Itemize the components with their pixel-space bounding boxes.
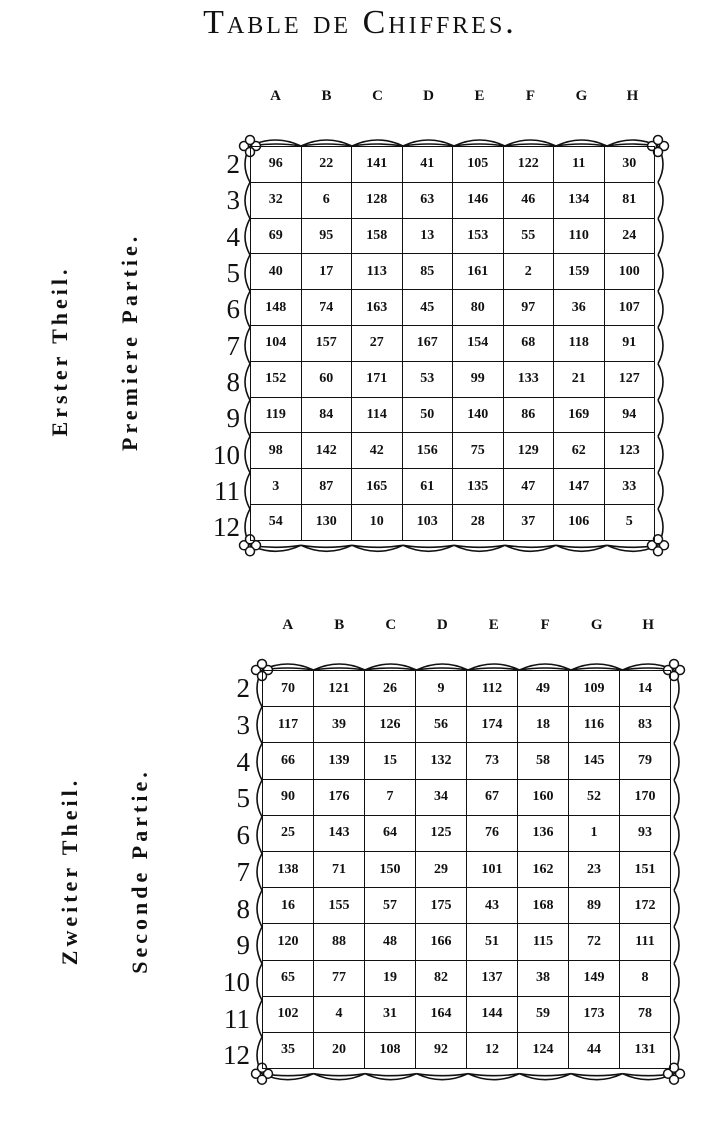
table-cell: 55 bbox=[503, 218, 554, 254]
table-cell: 37 bbox=[503, 504, 554, 540]
column-header: G bbox=[575, 88, 588, 104]
table-cell: 8 bbox=[620, 960, 671, 996]
table-cell: 85 bbox=[402, 254, 453, 290]
row-header: 7 bbox=[226, 330, 240, 361]
table-cell: 38 bbox=[518, 960, 569, 996]
table-cell: 95 bbox=[301, 218, 352, 254]
table-cell: 86 bbox=[503, 397, 554, 433]
table-cell: 112 bbox=[467, 671, 518, 707]
table-cell: 175 bbox=[416, 888, 467, 924]
table-cell: 92 bbox=[416, 1032, 467, 1068]
column-header: C bbox=[372, 88, 383, 104]
table-cell: 18 bbox=[518, 707, 569, 743]
table-cell: 31 bbox=[365, 996, 416, 1032]
table-cell: 157 bbox=[301, 325, 352, 361]
table-cell: 46 bbox=[503, 182, 554, 218]
column-header: F bbox=[525, 88, 536, 104]
table-cell: 172 bbox=[620, 888, 671, 924]
table-cell: 174 bbox=[467, 707, 518, 743]
table-cell: 120 bbox=[263, 924, 314, 960]
table-cell: 26 bbox=[365, 671, 416, 707]
row-header: 9 bbox=[226, 403, 240, 434]
part2-french-title: Seconde Partie. bbox=[127, 768, 152, 974]
table-cell: 19 bbox=[365, 960, 416, 996]
table-cell: 72 bbox=[569, 924, 620, 960]
table-cell: 171 bbox=[352, 361, 403, 397]
part1-french-title: Premiere Partie. bbox=[117, 232, 142, 451]
table-cell: 81 bbox=[604, 182, 655, 218]
table-cell: 2 bbox=[503, 254, 554, 290]
table-cell: 65 bbox=[263, 960, 314, 996]
table-cell: 82 bbox=[416, 960, 467, 996]
table-cell: 121 bbox=[314, 671, 365, 707]
column-header: E bbox=[474, 88, 485, 104]
table-cell: 164 bbox=[416, 996, 467, 1032]
table-cell: 53 bbox=[402, 361, 453, 397]
table-row bbox=[263, 707, 671, 743]
table-cell: 167 bbox=[402, 325, 453, 361]
table-row bbox=[263, 743, 671, 779]
table-cell: 59 bbox=[518, 996, 569, 1032]
table-row bbox=[263, 1032, 671, 1068]
table-cell: 99 bbox=[453, 361, 504, 397]
column-header: D bbox=[423, 88, 434, 104]
table-cell: 74 bbox=[301, 290, 352, 326]
table-cell: 122 bbox=[503, 147, 554, 183]
table-cell: 108 bbox=[365, 1032, 416, 1068]
row-header: 7 bbox=[236, 856, 250, 887]
table-cell: 138 bbox=[263, 851, 314, 887]
column-header: C bbox=[385, 617, 397, 633]
table-cell: 5 bbox=[604, 504, 655, 540]
column-header: G bbox=[590, 617, 603, 633]
table-cell: 90 bbox=[263, 779, 314, 815]
table-cell: 36 bbox=[554, 290, 605, 326]
table-cell: 69 bbox=[251, 218, 302, 254]
table-cell: 10 bbox=[352, 504, 403, 540]
table-cell: 34 bbox=[416, 779, 467, 815]
table-row bbox=[251, 254, 655, 290]
table-cell: 45 bbox=[402, 290, 453, 326]
row-header: 12 bbox=[223, 1040, 250, 1071]
table-cell: 43 bbox=[467, 888, 518, 924]
table-cell: 49 bbox=[518, 671, 569, 707]
table-cell: 12 bbox=[467, 1032, 518, 1068]
table-cell: 115 bbox=[518, 924, 569, 960]
table-cell: 143 bbox=[314, 815, 365, 851]
table-cell: 161 bbox=[453, 254, 504, 290]
table-cell: 137 bbox=[467, 960, 518, 996]
table-cell: 98 bbox=[251, 433, 302, 469]
table-cell: 68 bbox=[503, 325, 554, 361]
table-cell: 27 bbox=[352, 325, 403, 361]
table-cell: 33 bbox=[604, 469, 655, 505]
row-header: 2 bbox=[236, 673, 250, 704]
table-row bbox=[251, 325, 655, 361]
table-cell: 113 bbox=[352, 254, 403, 290]
table-cell: 101 bbox=[467, 851, 518, 887]
table-cell: 29 bbox=[416, 851, 467, 887]
table-cell: 1 bbox=[569, 815, 620, 851]
table-cell: 106 bbox=[554, 504, 605, 540]
table-cell: 54 bbox=[251, 504, 302, 540]
row-header: 3 bbox=[236, 710, 250, 741]
table-cell: 89 bbox=[569, 888, 620, 924]
table-cell: 9 bbox=[416, 671, 467, 707]
table-row bbox=[263, 960, 671, 996]
cipher-table bbox=[262, 670, 671, 1069]
table-cell: 60 bbox=[301, 361, 352, 397]
row-header: 12 bbox=[213, 512, 240, 543]
table-cell: 155 bbox=[314, 888, 365, 924]
table-cell: 135 bbox=[453, 469, 504, 505]
table-row bbox=[263, 888, 671, 924]
table-row bbox=[251, 397, 655, 433]
table-cell: 140 bbox=[453, 397, 504, 433]
table-cell: 169 bbox=[554, 397, 605, 433]
table-cell: 145 bbox=[569, 743, 620, 779]
table-cell: 87 bbox=[301, 469, 352, 505]
table-cell: 130 bbox=[301, 504, 352, 540]
row-header: 6 bbox=[226, 294, 240, 325]
table-cell: 110 bbox=[554, 218, 605, 254]
table-cell: 142 bbox=[301, 433, 352, 469]
row-header: 11 bbox=[214, 475, 240, 506]
row-header: 10 bbox=[213, 439, 240, 470]
table-cell: 44 bbox=[569, 1032, 620, 1068]
row-header: 2 bbox=[226, 149, 240, 180]
table-cell: 28 bbox=[453, 504, 504, 540]
table-cell: 141 bbox=[352, 147, 403, 183]
table-cell: 39 bbox=[314, 707, 365, 743]
table-cell: 83 bbox=[620, 707, 671, 743]
table-cell: 22 bbox=[301, 147, 352, 183]
table-cell: 170 bbox=[620, 779, 671, 815]
table-cell: 131 bbox=[620, 1032, 671, 1068]
table-cell: 94 bbox=[604, 397, 655, 433]
column-header: B bbox=[321, 88, 332, 104]
table-cell: 127 bbox=[604, 361, 655, 397]
column-header: E bbox=[488, 617, 499, 633]
row-header: 8 bbox=[226, 366, 240, 397]
table-cell: 80 bbox=[453, 290, 504, 326]
table-cell: 117 bbox=[263, 707, 314, 743]
table-cell: 160 bbox=[518, 779, 569, 815]
page-title: Table de Chiffres. bbox=[203, 4, 517, 41]
table-cell: 123 bbox=[604, 433, 655, 469]
column-header: A bbox=[282, 617, 294, 633]
table-cell: 61 bbox=[402, 469, 453, 505]
column-header: F bbox=[540, 617, 550, 633]
table-cell: 124 bbox=[518, 1032, 569, 1068]
column-header: H bbox=[642, 617, 655, 633]
table-cell: 47 bbox=[503, 469, 554, 505]
table-cell: 162 bbox=[518, 851, 569, 887]
row-header: 10 bbox=[223, 966, 250, 997]
table-cell: 76 bbox=[467, 815, 518, 851]
table-cell: 146 bbox=[453, 182, 504, 218]
table-cell: 158 bbox=[352, 218, 403, 254]
table-cell: 70 bbox=[263, 671, 314, 707]
row-header: 9 bbox=[236, 930, 250, 961]
table-cell: 133 bbox=[503, 361, 554, 397]
table-cell: 176 bbox=[314, 779, 365, 815]
cipher-table bbox=[250, 146, 655, 541]
table-cell: 13 bbox=[402, 218, 453, 254]
row-header: 5 bbox=[226, 258, 240, 289]
table-cell: 17 bbox=[301, 254, 352, 290]
table-cell: 151 bbox=[620, 851, 671, 887]
table-cell: 20 bbox=[314, 1032, 365, 1068]
table-cell: 15 bbox=[365, 743, 416, 779]
table-cell: 75 bbox=[453, 433, 504, 469]
table-row bbox=[251, 290, 655, 326]
table-cell: 128 bbox=[352, 182, 403, 218]
table-cell: 109 bbox=[569, 671, 620, 707]
table-cell: 62 bbox=[554, 433, 605, 469]
table-cell: 78 bbox=[620, 996, 671, 1032]
table-row bbox=[263, 815, 671, 851]
table-row bbox=[263, 671, 671, 707]
part2-german-title: Zweiter Theil. bbox=[57, 776, 82, 966]
table-cell: 136 bbox=[518, 815, 569, 851]
table-cell: 105 bbox=[453, 147, 504, 183]
table-cell: 58 bbox=[518, 743, 569, 779]
table-cell: 48 bbox=[365, 924, 416, 960]
column-header: B bbox=[334, 617, 345, 633]
table-cell: 118 bbox=[554, 325, 605, 361]
table-cell: 111 bbox=[620, 924, 671, 960]
table-cell: 153 bbox=[453, 218, 504, 254]
table-cell: 156 bbox=[402, 433, 453, 469]
table-row bbox=[251, 504, 655, 540]
table-cell: 30 bbox=[604, 147, 655, 183]
table-cell: 40 bbox=[251, 254, 302, 290]
table-cell: 88 bbox=[314, 924, 365, 960]
table-cell: 148 bbox=[251, 290, 302, 326]
table-row bbox=[263, 996, 671, 1032]
table-cell: 114 bbox=[352, 397, 403, 433]
table-cell: 6 bbox=[301, 182, 352, 218]
table-cell: 103 bbox=[402, 504, 453, 540]
column-header: H bbox=[626, 88, 639, 104]
table-cell: 79 bbox=[620, 743, 671, 779]
row-header: 8 bbox=[236, 893, 250, 924]
column-header: D bbox=[436, 617, 448, 633]
table-cell: 97 bbox=[503, 290, 554, 326]
table-row bbox=[263, 851, 671, 887]
table-cell: 23 bbox=[569, 851, 620, 887]
row-header: 6 bbox=[236, 820, 250, 851]
table-row bbox=[251, 147, 655, 183]
table-cell: 132 bbox=[416, 743, 467, 779]
table-row bbox=[251, 218, 655, 254]
table-cell: 154 bbox=[453, 325, 504, 361]
table-cell: 104 bbox=[251, 325, 302, 361]
table-cell: 96 bbox=[251, 147, 302, 183]
table-cell: 35 bbox=[263, 1032, 314, 1068]
table-cell: 139 bbox=[314, 743, 365, 779]
part1-german-title: Erster Theil. bbox=[47, 265, 72, 437]
table-cell: 116 bbox=[569, 707, 620, 743]
table-row bbox=[251, 469, 655, 505]
table-cell: 150 bbox=[365, 851, 416, 887]
table-cell: 149 bbox=[569, 960, 620, 996]
table-cell: 168 bbox=[518, 888, 569, 924]
table-cell: 52 bbox=[569, 779, 620, 815]
table-row bbox=[263, 779, 671, 815]
table-cell: 25 bbox=[263, 815, 314, 851]
table-cell: 3 bbox=[251, 469, 302, 505]
table-cell: 41 bbox=[402, 147, 453, 183]
table-cell: 144 bbox=[467, 996, 518, 1032]
table-cell: 21 bbox=[554, 361, 605, 397]
table-cell: 77 bbox=[314, 960, 365, 996]
table-cell: 119 bbox=[251, 397, 302, 433]
table-cell: 66 bbox=[263, 743, 314, 779]
table-cell: 100 bbox=[604, 254, 655, 290]
table-cell: 93 bbox=[620, 815, 671, 851]
table-cell: 125 bbox=[416, 815, 467, 851]
table-cell: 165 bbox=[352, 469, 403, 505]
table-cell: 73 bbox=[467, 743, 518, 779]
table-cell: 134 bbox=[554, 182, 605, 218]
table-cell: 4 bbox=[314, 996, 365, 1032]
table-cell: 63 bbox=[402, 182, 453, 218]
table-cell: 166 bbox=[416, 924, 467, 960]
row-header: 11 bbox=[224, 1003, 250, 1034]
table-cell: 16 bbox=[263, 888, 314, 924]
table-cell: 102 bbox=[263, 996, 314, 1032]
table-cell: 7 bbox=[365, 779, 416, 815]
row-header: 3 bbox=[226, 185, 240, 216]
table-cell: 24 bbox=[604, 218, 655, 254]
column-header: A bbox=[270, 88, 281, 104]
table-cell: 51 bbox=[467, 924, 518, 960]
table-cell: 84 bbox=[301, 397, 352, 433]
table-cell: 50 bbox=[402, 397, 453, 433]
table-cell: 107 bbox=[604, 290, 655, 326]
table-row bbox=[251, 182, 655, 218]
table-cell: 152 bbox=[251, 361, 302, 397]
table-cell: 163 bbox=[352, 290, 403, 326]
table-cell: 64 bbox=[365, 815, 416, 851]
table-cell: 11 bbox=[554, 147, 605, 183]
row-header: 4 bbox=[236, 746, 250, 777]
table-cell: 14 bbox=[620, 671, 671, 707]
table-row bbox=[251, 433, 655, 469]
table-cell: 56 bbox=[416, 707, 467, 743]
table-cell: 159 bbox=[554, 254, 605, 290]
table-cell: 129 bbox=[503, 433, 554, 469]
table-cell: 42 bbox=[352, 433, 403, 469]
table-cell: 91 bbox=[604, 325, 655, 361]
table-cell: 147 bbox=[554, 469, 605, 505]
table-cell: 126 bbox=[365, 707, 416, 743]
row-header: 5 bbox=[236, 783, 250, 814]
table-row bbox=[251, 361, 655, 397]
table-cell: 173 bbox=[569, 996, 620, 1032]
table-cell: 67 bbox=[467, 779, 518, 815]
row-header: 4 bbox=[226, 221, 240, 252]
table-cell: 71 bbox=[314, 851, 365, 887]
table-cell: 32 bbox=[251, 182, 302, 218]
table-cell: 57 bbox=[365, 888, 416, 924]
table-row bbox=[263, 924, 671, 960]
